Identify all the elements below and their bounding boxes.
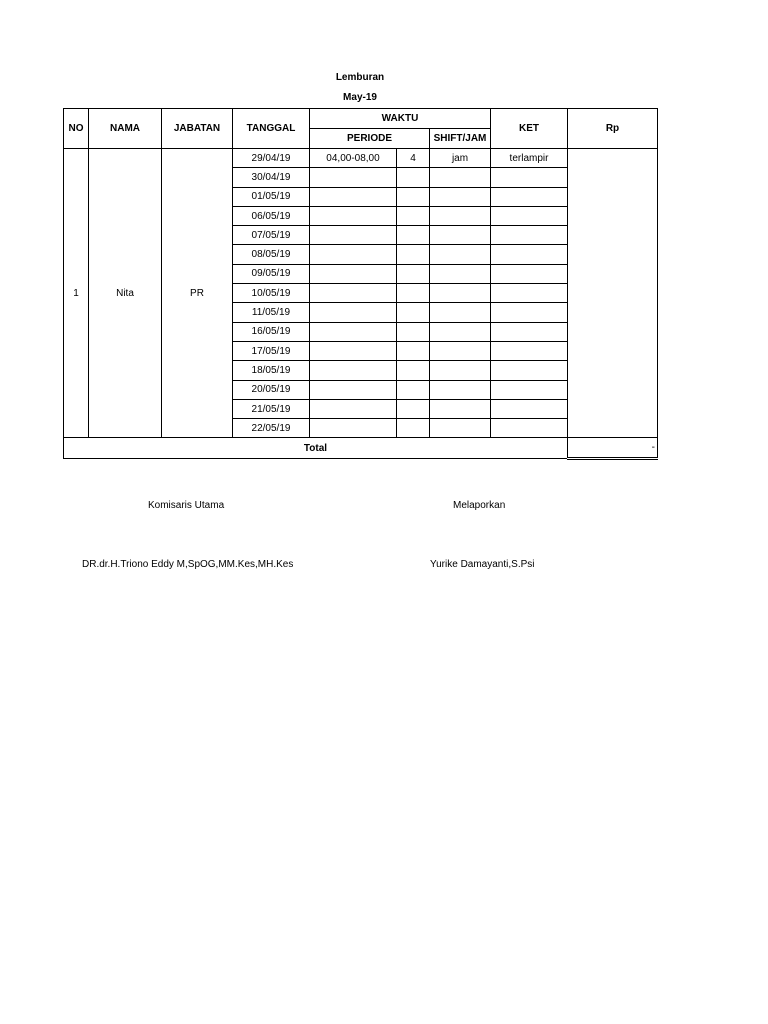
row-periode [310,303,397,322]
row-jam [430,419,491,438]
row-shift [397,322,430,341]
signature-left-role: Komisaris Utama [148,500,225,511]
row-jam [430,361,491,380]
header-nama: NAMA [89,109,162,149]
row-jam [430,399,491,418]
row-periode [310,361,397,380]
row-shift [397,380,430,399]
row-periode [310,399,397,418]
header-jabatan: JABATAN [162,109,233,149]
header-tanggal: TANGGAL [233,109,310,149]
row-periode [310,341,397,360]
row-ket [491,380,568,399]
row-ket [491,226,568,245]
table-body [64,149,658,459]
row-shift [397,206,430,225]
row-jam [430,380,491,399]
row-tanggal: 22/05/19 [233,419,310,438]
row-jam [430,187,491,206]
row-shift [397,226,430,245]
row-jam [430,206,491,225]
employee-no: 1 [64,149,89,438]
row-periode [310,264,397,283]
row-jam [430,245,491,264]
header-rp: Rp [568,109,658,149]
header-shift-jam: SHIFT/JAM [430,129,491,149]
row-jam [430,264,491,283]
row-shift [397,361,430,380]
row-periode [310,226,397,245]
row-shift [397,187,430,206]
row-ket [491,284,568,303]
row-tanggal: 11/05/19 [233,303,310,322]
row-ket [491,245,568,264]
row-shift [397,284,430,303]
row-ket [491,322,568,341]
employee-jabatan: PR [162,149,233,438]
row-ket [491,187,568,206]
row-ket [491,341,568,360]
header-ket: KET [491,109,568,149]
row-ket [491,361,568,380]
row-shift: 4 [397,149,430,168]
row-tanggal: 20/05/19 [233,380,310,399]
row-periode [310,245,397,264]
row-ket [491,206,568,225]
row-jam [430,168,491,187]
row-periode [310,380,397,399]
row-periode [310,284,397,303]
row-tanggal: 09/05/19 [233,264,310,283]
row-shift [397,245,430,264]
row-jam [430,284,491,303]
row-shift [397,303,430,322]
row-tanggal: 18/05/19 [233,361,310,380]
row-jam: jam [430,149,491,168]
row-periode [310,206,397,225]
row-periode [310,168,397,187]
row-periode [310,187,397,206]
row-ket [491,168,568,187]
total-row [64,438,658,459]
row-shift [397,264,430,283]
row-tanggal: 07/05/19 [233,226,310,245]
row-jam [430,303,491,322]
row-tanggal: 10/05/19 [233,284,310,303]
row-tanggal: 08/05/19 [233,245,310,264]
employee-nama: Nita [89,149,162,438]
total-value: - [568,438,658,459]
header-waktu: WAKTU [310,109,491,129]
document-title: Lemburan [335,72,385,83]
row-ket [491,264,568,283]
row-shift [397,341,430,360]
row-shift [397,168,430,187]
row-ket [491,303,568,322]
total-label: Total [64,438,568,459]
signature-right-role: Melaporkan [453,500,506,511]
overtime-table [63,108,658,460]
row-periode [310,419,397,438]
signature-left-name: DR.dr.H.Triono Eddy M,SpOG,MM.Kes,MH.Kes [82,559,294,570]
header-no: NO [64,109,89,149]
row-jam [430,322,491,341]
document-period: May-19 [343,92,377,103]
header-periode: PERIODE [310,129,430,149]
row-tanggal: 17/05/19 [233,341,310,360]
row-periode [310,322,397,341]
row-tanggal: 01/05/19 [233,187,310,206]
row-tanggal: 21/05/19 [233,399,310,418]
row-tanggal: 16/05/19 [233,322,310,341]
row-jam [430,341,491,360]
row-shift [397,419,430,438]
row-ket [491,399,568,418]
signature-right-name: Yurike Damayanti,S.Psi [430,559,535,570]
table-row [64,149,658,168]
employee-rp [568,149,658,438]
row-tanggal: 29/04/19 [233,149,310,168]
row-shift [397,399,430,418]
row-periode: 04,00-08,00 [310,149,397,168]
row-ket: terlampir [491,149,568,168]
row-ket [491,419,568,438]
row-jam [430,226,491,245]
row-tanggal: 06/05/19 [233,206,310,225]
row-tanggal: 30/04/19 [233,168,310,187]
